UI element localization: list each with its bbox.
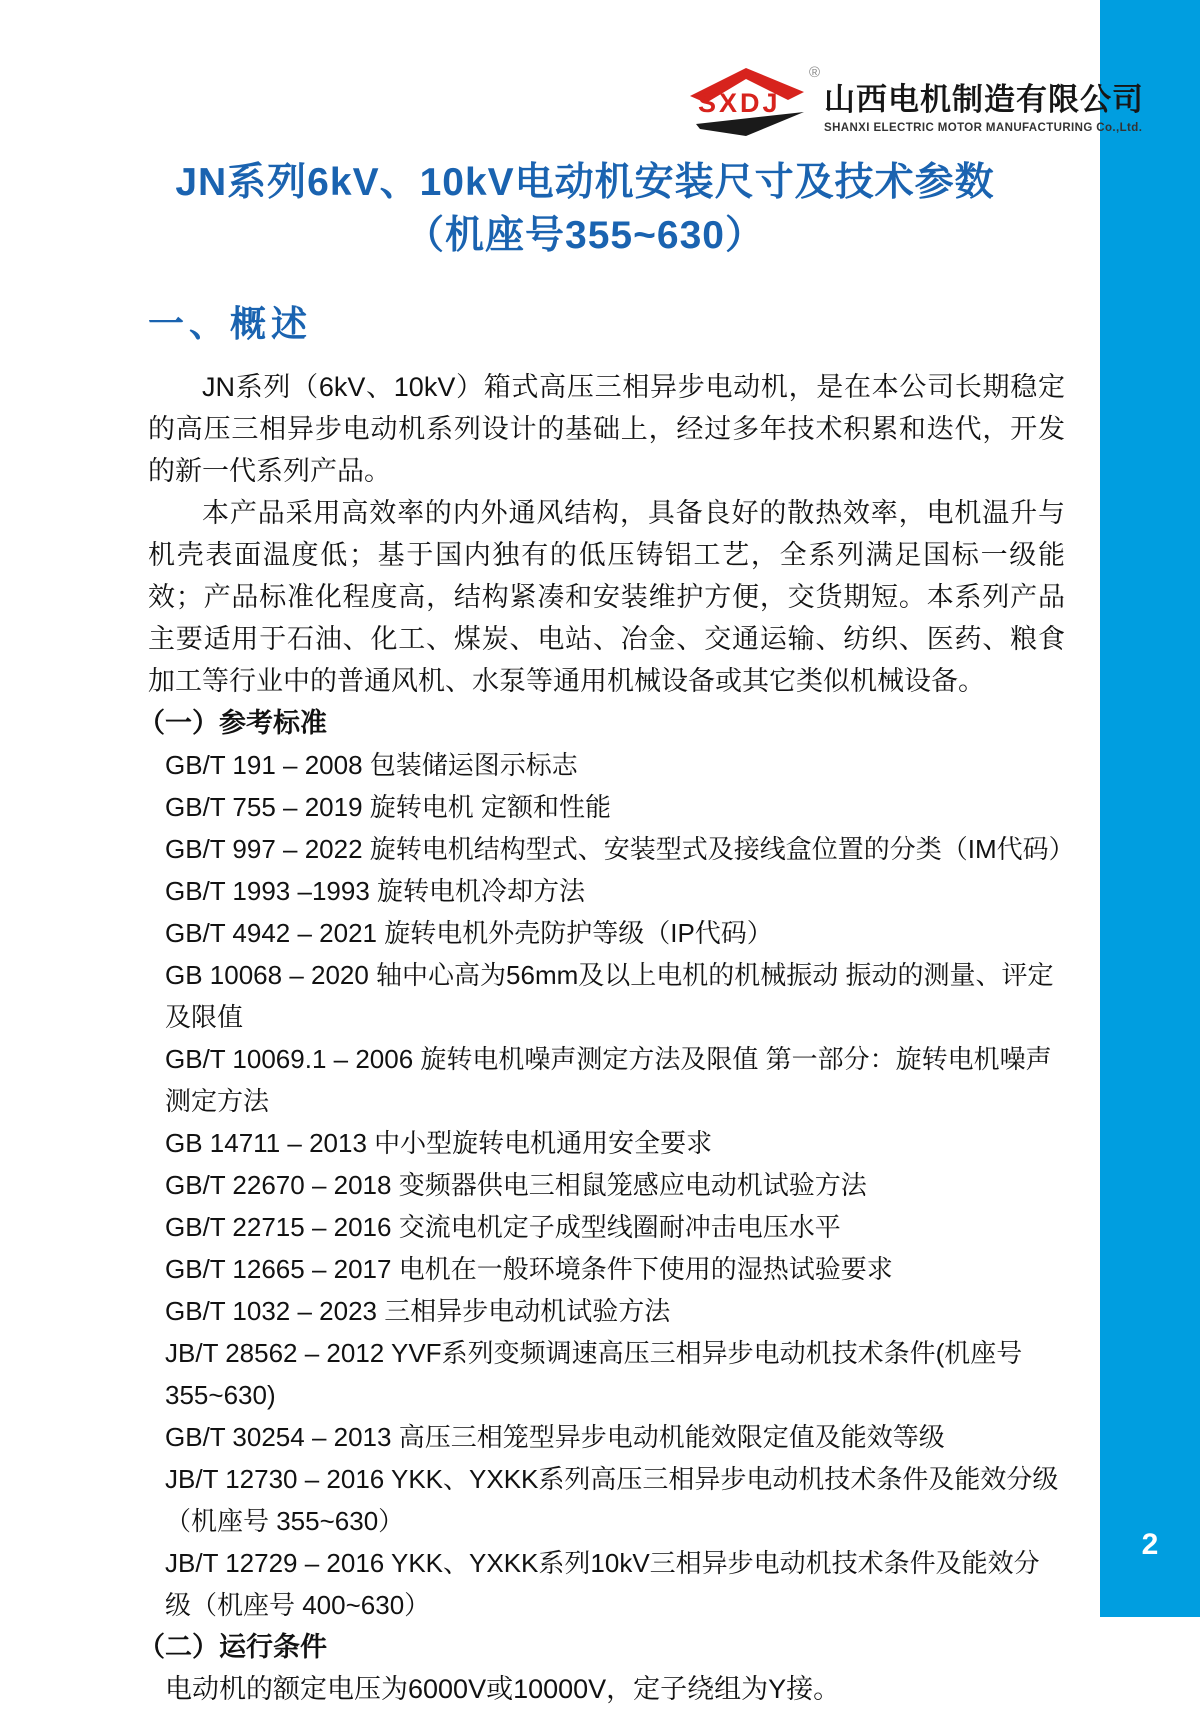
standard-item: GB/T 10069.1 – 2006 旋转电机噪声测定方法及限值 第一部分：旋转电机噪声测定方法 — [165, 1044, 1052, 1116]
document-title — [90, 156, 1080, 262]
standard-item: JB/T 12730 – 2016 YKK、YXKK系列高压三相异步电动机技术条件及能效分级（机座号 355~630） — [165, 1464, 1059, 1536]
sxdj-logo-icon — [686, 64, 820, 142]
page-number: 2 — [1141, 1528, 1159, 1561]
standard-item: GB/T 997 – 2022 旋转电机结构型式、安装型式及接线盒位置的分类（IM代码） — [165, 834, 1075, 864]
operating-conditions-text: 电动机的额定电压为6000V或10000V，定子绕组为Y接。 — [165, 1674, 841, 1704]
standard-item: GB/T 30254 – 2013 高压三相笼型异步电动机能效限定值及能效等级 — [165, 1422, 945, 1452]
subheading-reference-standards: （一）参考标准 — [138, 708, 327, 738]
company-name-cn: 山西电机制造有限公司 — [824, 82, 1144, 117]
overview-paragraph: 本产品采用高效率的内外通风结构，具备良好的散热效率，电机温升与机壳表面温度低；基于国内独有的低压铸铝工艺，全系列满足国标一级能效；产品标准化程度高，结构紧凑和安装维护方便，交货期短。本系列产品主要适用于石油、化工、煤炭、电站、冶金、交通运输、纺织、医药、粮食加工等行业中的普通风机、水泵等通用机械设备或其它类似机械设备。 — [148, 498, 1065, 696]
standard-item: JB/T 12729 – 2016 YKK、YXKK系列10kV三相异步电动机技术条件及能效分级（机座号 400~630） — [165, 1548, 1040, 1620]
standard-item: GB/T 755 – 2019 旋转电机 定额和性能 — [165, 792, 611, 822]
company-logo — [686, 66, 1144, 142]
logo-mark-text: SXDJ — [698, 88, 781, 118]
standard-item: GB/T 1993 –1993 旋转电机冷却方法 — [165, 876, 586, 906]
company-name-block — [824, 66, 1144, 134]
standard-item: GB 14711 – 2013 中小型旋转电机通用安全要求 — [165, 1128, 713, 1158]
standard-item: GB/T 191 – 2008 包装储运图示标志 — [165, 750, 578, 780]
company-name-en: SHANXI ELECTRIC MOTOR MANUFACTURING Co.,Ltd. — [824, 122, 1143, 134]
standard-item: JB/T 28562 – 2012 YVF系列变频调速高压三相异步电动机技术条件(机座号355~630) — [165, 1338, 1023, 1410]
right-accent-strip — [1100, 0, 1200, 1617]
section-heading-overview: 一、概述 — [148, 303, 313, 344]
standard-item: GB/T 1032 – 2023 三相异步电动机试验方法 — [165, 1296, 671, 1326]
standard-item: GB/T 12665 – 2017 电机在一般环境条件下使用的湿热试验要求 — [165, 1254, 893, 1284]
subheading-operating-conditions: （二）运行条件 — [138, 1632, 327, 1662]
title-line-1: JN系列6kV、10kV电动机安装尺寸及技术参数 — [175, 161, 995, 204]
standard-item: GB/T 22670 – 2018 变频器供电三相鼠笼感应电动机试验方法 — [165, 1170, 867, 1200]
registered-trademark-icon: ® — [808, 64, 820, 81]
title-line-2: （机座号355~630） — [405, 214, 765, 257]
overview-paragraph: JN系列（6kV、10kV）箱式高压三相异步电动机，是在本公司长期稳定的高压三相异步电动机系列设计的基础上，经过多年技术积累和迭代，开发的新一代系列产品。 — [148, 372, 1065, 486]
standards-list — [148, 744, 1075, 1626]
standard-item: GB/T 4942 – 2021 旋转电机外壳防护等级（IP代码） — [165, 918, 773, 948]
body-content — [138, 366, 1075, 1710]
standard-item: GB/T 22715 – 2016 交流电机定子成型线圈耐冲击电压水平 — [165, 1212, 841, 1242]
standard-item: GB 10068 – 2020 轴中心高为56mm及以上电机的机械振动 振动的测量、评定及限值 — [165, 960, 1054, 1032]
